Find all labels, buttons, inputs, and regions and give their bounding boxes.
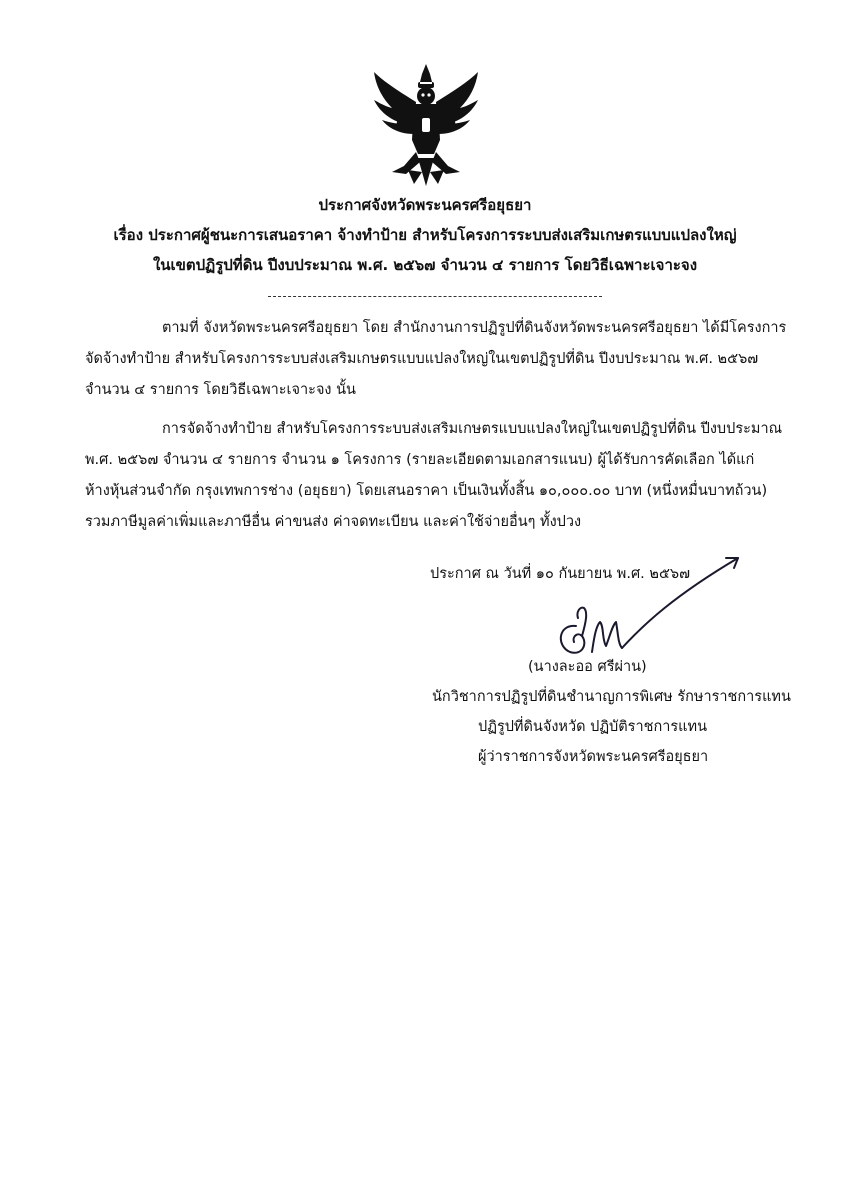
agency-heading: ประกาศจังหวัดพระนครศรีอยุธยา [318, 196, 532, 214]
signatory-position-3: ผู้ว่าราชการจังหวัดพระนครศรีอยุธยา [478, 749, 709, 765]
signatory-name: (นางละออ ศรีผ่าน) [528, 659, 647, 675]
paragraph-1-line: ตามที่ จังหวัดพระนครศรีอยุธยา โดย สำนักงานการปฏิรูปที่ดินจังหวัดพระนครศรีอยุธยา ได้มีโครงการ [162, 320, 787, 336]
paragraph-2-line: การจัดจ้างทำป้าย สำหรับโครงการระบบส่งเสริมเกษตรแบบแปลงใหญ่ในเขตปฏิรูปที่ดิน ปีงบประมาณ [162, 421, 783, 437]
announcement-title [60, 190, 790, 280]
handwritten-signature [548, 552, 748, 662]
subject-line-2: ในเขตปฏิรูปที่ดิน ปีงบประมาณ พ.ศ. ๒๕๖๗ จำนวน ๔ รายการ โดยวิธีเฉพาะเจาะจง [152, 256, 698, 274]
garuda-emblem-icon [370, 62, 482, 188]
issue-date: ประกาศ ณ วันที่ ๑๐ กันยายน พ.ศ. ๒๕๖๗ [430, 566, 691, 582]
paragraph-1 [85, 313, 787, 406]
signatory-position-2: ปฏิรูปที่ดินจังหวัด ปฏิบัติราชการแทน [478, 719, 707, 735]
signatory-position-1: นักวิชาการปฏิรูปที่ดินชำนาญการพิเศษ รักษาราชการแทน [432, 689, 791, 705]
subject-line-1: เรื่อง ประกาศผู้ชนะการเสนอราคา จ้างทำป้าย สำหรับโครงการระบบส่งเสริมเกษตรแบบแปลงใหญ่ [113, 226, 737, 244]
title-divider [268, 296, 602, 297]
paragraph-2-line: พ.ศ. ๒๕๖๗ จำนวน ๔ รายการ จำนวน ๑ โครงการ (รายละเอียดตามเอกสารแนบ) ผู้ได้รับการคัดเลือก ได้แก่ [85, 452, 755, 468]
paragraph-2-line: รวมภาษีมูลค่าเพิ่มและภาษีอื่น ค่าขนส่ง ค่าจดทะเบียน และค่าใช้จ่ายอื่นๆ ทั้งปวง [85, 514, 582, 530]
paragraph-2 [85, 414, 783, 538]
paragraph-2-line: ห้างหุ้นส่วนจำกัด กรุงเทพการช่าง (อยุธยา) โดยเสนอราคา เป็นเงินทั้งสิ้น ๑๐,๐๐๐.๐๐ บาท (หนึ่งหมื่นบาทถ้วน) [85, 483, 768, 499]
paragraph-1-line: จัดจ้างทำป้าย สำหรับโครงการระบบส่งเสริมเกษตรแบบแปลงใหญ่ในเขตปฏิรูปที่ดิน ปีงบประมาณ พ.ศ. ๒๕๖๗ [85, 351, 759, 367]
paragraph-1-line: จำนวน ๔ รายการ โดยวิธีเฉพาะเจาะจง นั้น [85, 382, 356, 398]
signatory-block [380, 652, 850, 772]
